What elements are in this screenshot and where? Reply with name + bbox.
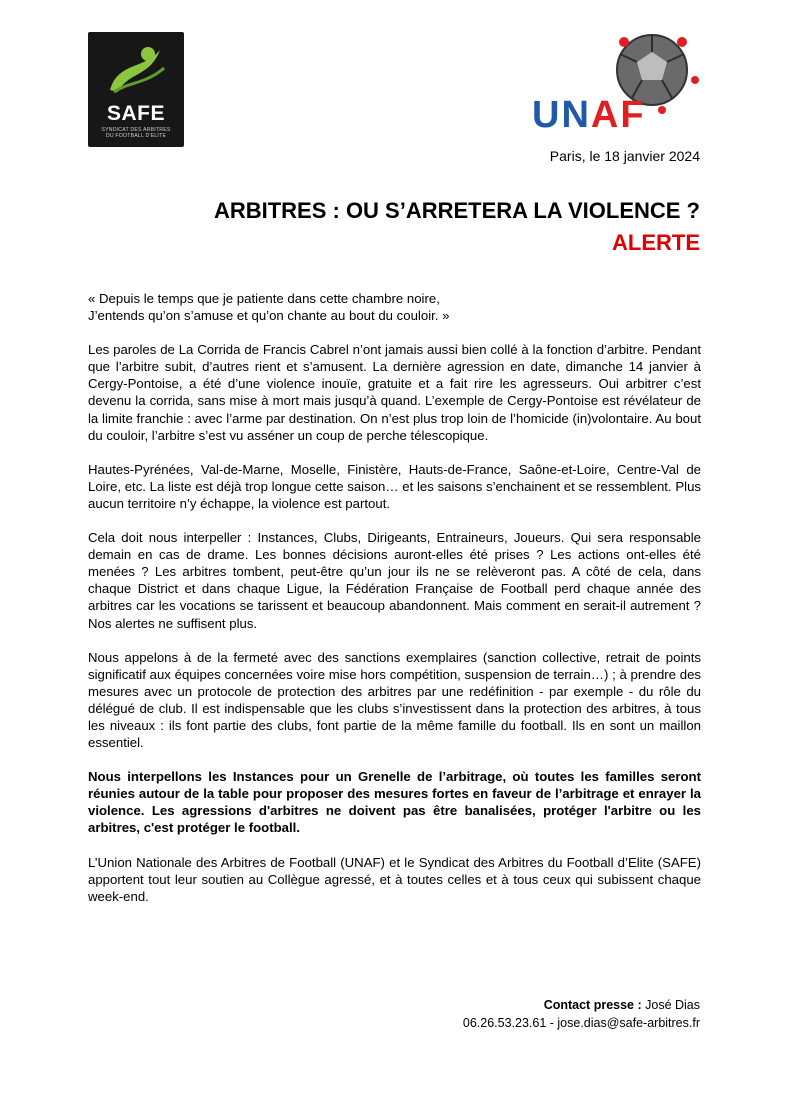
alert-subtitle: ALERTE <box>612 230 700 255</box>
press-release-body <box>88 290 701 922</box>
paragraph: Les paroles de La Corrida de Francis Cabrel n’ont jamais aussi bien collé à la fonction d’arbitre. Pendant que l’arbitre subit, d’autres rient et s’amusent. La dernière agression en date, dimanche 14 janvier à Cergy-Pontoise, a été d’une violence inouïe, gratuite et a fait rire les agresseurs. Oui arbitrer c’est devenu la corrida, sans mise à mort mais jusqu’à quand. L’exemple de Cergy-Pontoise est révélateur de la limite franchie : avec l’arme par destination. On n’est plus trop loin de l’homicide (in)volontaire. Au bout du couloir, l’arbitre s’est vu asséner un coup de perche télescopique. <box>88 342 701 443</box>
bold-paragraph: Nous interpellons les Instances pour un Grenelle de l’arbitrage, où toutes les familles seront réunies autour de la table pour proposer des mesures fortes en faveur de l’arbitrage et enrayer la violence. Les agressions d'arbitres ne doivent pas être banalisées, protéger l'arbitre ou les arbitres, c'est protéger le football. <box>88 769 701 836</box>
safe-logo-name: SAFE <box>106 102 165 125</box>
paragraph: Hautes-Pyrénées, Val-de-Marne, Moselle, Finistère, Hauts-de-France, Saône-et-Loire, Centre-Val de Loire, etc. La liste est déjà trop longue cette saison… et les saisons s’enchainent et se ressemblent. Plus aucun territoire n’y échappe, la violence est partout. <box>88 461 701 511</box>
unaf-logo: UNAF <box>532 94 646 136</box>
safe-logo <box>88 32 184 147</box>
paragraph: L’Union Nationale des Arbitres de Football (UNAF) et le Syndicat des Arbitres du Football d’Elite (SAFE) apportent tout leur soutien au Collègue agressé, et à toutes celles et à tous ceux qui subissent chaque week-end. <box>88 854 701 904</box>
page-title: ARBITRES : OU S’ARRETERA LA VIOLENCE ? <box>213 198 700 223</box>
document-date: Paris, le 18 janvier 2024 <box>549 148 700 164</box>
paragraph: Nous appelons à de la fermeté avec des sanctions exemplaires (sanction collective, retrait de points significatif aux équipes concernées voire mise hors compétition, suspension de terrain…) ; à prendre des mesures avec un protocole de protection des arbitres par une redéfinition - par exemple - du rôle du délégué de club. Il est indispensable que les clubs s’investissent dans la protection des arbitres, à tous les niveaux : ils font partie des clubs, font partie de la même famille du football. Ils en sont un maillon essentiel. <box>88 649 701 751</box>
contact-details: 06.26.53.23.61 - jose.dias@safe-arbitres.fr <box>462 1016 700 1030</box>
safe-swoosh-icon <box>88 32 184 102</box>
safe-logo-subtitle: SYNDICAT DES ARBITRES DU FOOTBALL D'ELITE <box>101 127 171 139</box>
press-contact <box>463 996 700 1032</box>
contact-name: José Dias <box>641 998 700 1012</box>
contact-label: Contact presse : <box>543 998 642 1012</box>
opening-quote: « Depuis le temps que je patiente dans cette chambre noire, J’entends qu’on s’amuse et qu’on chante au bout du couloir. » <box>88 291 450 324</box>
paragraph: Cela doit nous interpeller : Instances, Clubs, Dirigeants, Entraineurs, Joueurs. Qui sera responsable demain en cas de drame. Les bonnes décisions auront-elles été prises ? Les actions ont-elles été menées ? Les arbitres tombent, peut-être qu’un jour ils ne se relèveront pas. A côté de cela, dans chaque District et dans chaque Ligue, la Fédération Française de Football perd chaque année des arbitres car les vocations se tarissent et beaucoup abandonnent. Mais comment en serait-il autrement ? Nos alertes ne suffisent plus. <box>88 530 701 631</box>
